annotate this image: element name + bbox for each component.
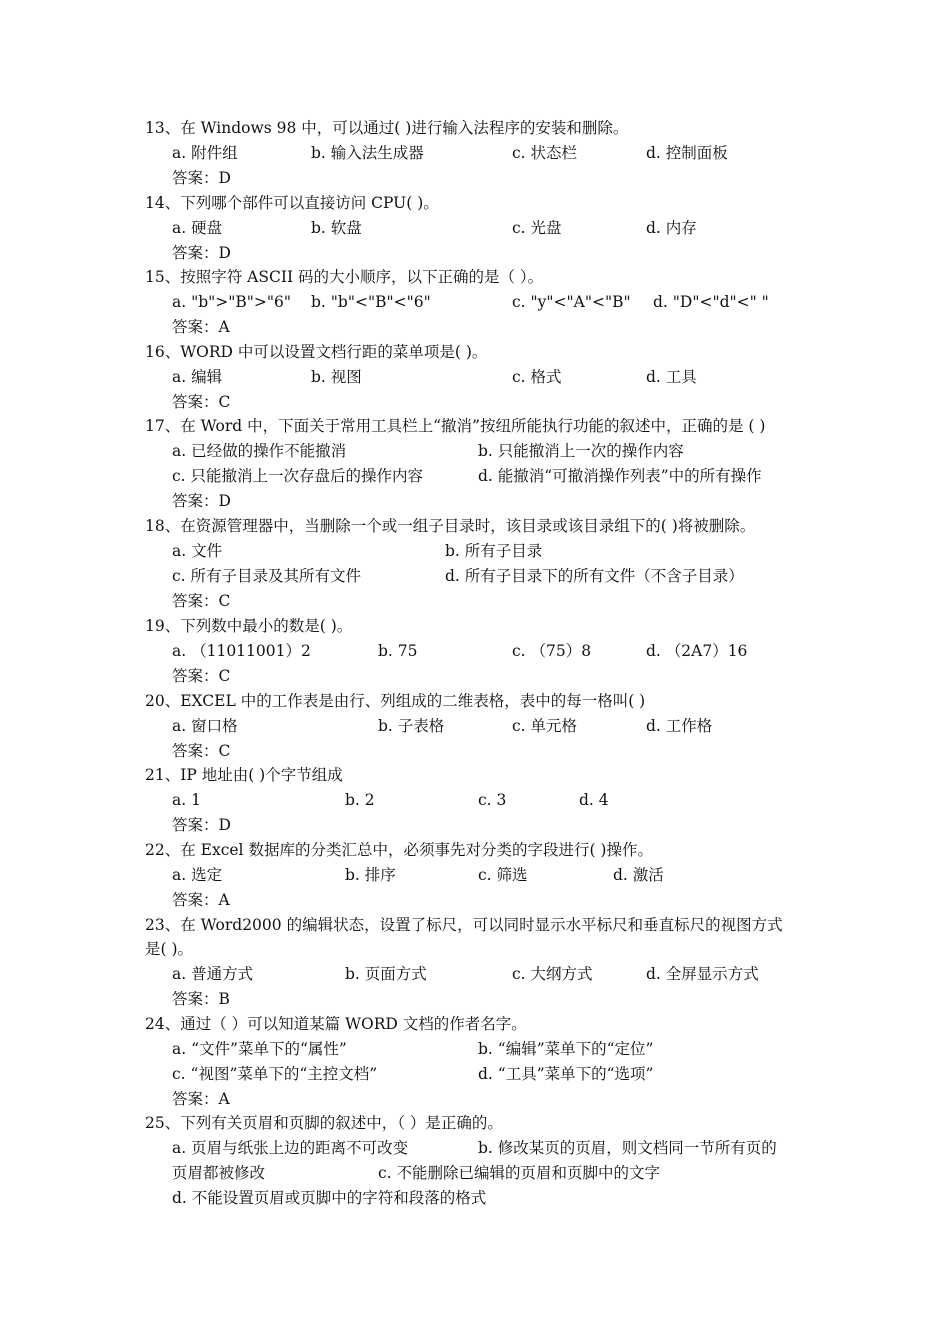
question-stem: 24、通过（ ）可以知道某篇 WORD 文档的作者名字。: [145, 1015, 527, 1033]
answer-line: [0, 242, 950, 264]
question-stem: 14、下列哪个部件可以直接访问 CPU( )。: [145, 194, 439, 212]
option-b: b. 视图: [311, 368, 362, 386]
option-d: d. 控制面板: [646, 144, 728, 162]
answer: 答案：C: [172, 592, 231, 610]
option-c: c. 不能删除已编辑的页眉和页脚中的文字: [378, 1164, 661, 1182]
option-c: c. “视图”菜单下的“主控文档”: [172, 1065, 378, 1083]
question-22: [0, 839, 950, 861]
option-d: d. 工具: [646, 368, 697, 386]
option-a: a. 选定: [172, 866, 223, 884]
question-25-options-row1: [0, 1137, 950, 1159]
option-b: b. 75: [378, 642, 418, 660]
option-b: b. 所有子目录: [445, 542, 543, 560]
question-stem: 25、下列有关页眉和页脚的叙述中，（ ）是正确的。: [145, 1114, 503, 1132]
question-18-options-row1: [0, 540, 950, 562]
question-stem-continued: 是( )。: [145, 940, 194, 958]
answer-line: [0, 490, 950, 512]
question-stem: 17、在 Word 中，下面关于常用工具栏上“撤消”按纽所能执行功能的叙述中，正确的是 ( ): [145, 417, 766, 435]
question-13: [0, 117, 950, 139]
answer: 答案：D: [172, 816, 231, 834]
option-a: a. 1: [172, 791, 201, 809]
question-stem: 21、IP 地址由( )个字节组成: [145, 766, 343, 784]
answer-line: [0, 740, 950, 762]
question-23-options: [0, 963, 950, 985]
answer: 答案：C: [172, 742, 231, 760]
question-19: [0, 615, 950, 637]
option-b-continued: 页眉都被修改: [172, 1164, 266, 1182]
question-24: [0, 1013, 950, 1035]
option-b: b. 子表格: [378, 717, 445, 735]
question-13-options: [0, 142, 950, 164]
question-23: [0, 914, 950, 936]
option-d: d. “工具”菜单下的“选项”: [478, 1065, 654, 1083]
question-stem: 23、在 Word2000 的编辑状态，设置了标尺，可以同时显示水平标尺和垂直标尺的视图方式: [145, 916, 783, 934]
question-14-options: [0, 217, 950, 239]
option-c: c. "y"<"A"<"B": [512, 293, 631, 311]
answer: 答案：D: [172, 244, 231, 262]
answer-line: [0, 1088, 950, 1110]
option-a: a. 编辑: [172, 368, 223, 386]
option-b: b. 软盘: [311, 219, 362, 237]
question-stem: 19、下列数中最小的数是( )。: [145, 617, 353, 635]
question-25-options-row2: [0, 1162, 950, 1184]
answer-line: [0, 814, 950, 836]
option-c: c. 光盘: [512, 219, 562, 237]
answer: 答案：D: [172, 169, 231, 187]
answer-line: [0, 167, 950, 189]
question-20-options: [0, 715, 950, 737]
option-c: c. （75）8: [512, 642, 592, 660]
option-b: b. 输入法生成器: [311, 144, 424, 162]
option-c: c. 大纲方式: [512, 965, 593, 983]
option-a: a. 已经做的操作不能撤消: [172, 442, 347, 460]
question-19-options: [0, 640, 950, 662]
question-22-options: [0, 864, 950, 886]
question-25-options-row3: [0, 1187, 950, 1209]
question-17-options-row2: [0, 465, 950, 487]
option-b: b. "b"<"B"<"6": [311, 293, 431, 311]
answer-line: [0, 988, 950, 1010]
option-a: a. 硬盘: [172, 219, 223, 237]
answer-line: [0, 316, 950, 338]
option-a: a. 页眉与纸张上边的距离不可改变: [172, 1139, 409, 1157]
answer-line: [0, 590, 950, 612]
question-stem: 16、WORD 中可以设置文档行距的菜单项是( )。: [145, 343, 488, 361]
question-stem: 15、按照字符 ASCII 码的大小顺序，以下正确的是（ ）。: [145, 268, 544, 286]
answer: 答案：D: [172, 492, 231, 510]
question-21: [0, 764, 950, 786]
question-17-options-row1: [0, 440, 950, 462]
question-20: [0, 690, 950, 712]
option-c: c. 筛选: [478, 866, 528, 884]
option-b: b. 2: [345, 791, 375, 809]
option-d: d. 工作格: [646, 717, 713, 735]
option-d: d. （2A7）16: [646, 642, 748, 660]
answer-line: [0, 665, 950, 687]
question-16: [0, 341, 950, 363]
option-b: b. “编辑”菜单下的“定位”: [478, 1040, 654, 1058]
question-16-options: [0, 366, 950, 388]
option-a: a. 窗口格: [172, 717, 238, 735]
option-d: d. 激活: [613, 866, 664, 884]
option-a: a. 普通方式: [172, 965, 254, 983]
question-25: [0, 1112, 950, 1134]
option-d: d. 所有子目录下的所有文件（不含子目录）: [445, 567, 744, 585]
option-a: a. 附件组: [172, 144, 238, 162]
option-c: c. 只能撤消上一次存盘后的操作内容: [172, 467, 424, 485]
answer: 答案：C: [172, 667, 231, 685]
option-c: c. 状态栏: [512, 144, 578, 162]
option-a: a. 文件: [172, 542, 223, 560]
option-d: d. 全屏显示方式: [646, 965, 759, 983]
question-21-options: [0, 789, 950, 811]
option-d: d. 内存: [646, 219, 697, 237]
question-15-options: [0, 291, 950, 313]
option-a: a. "b">"B">"6": [172, 293, 292, 311]
answer: 答案：A: [172, 1090, 230, 1108]
question-stem: 13、在 Windows 98 中，可以通过( )进行输入法程序的安装和删除。: [145, 119, 629, 137]
option-c: c. 所有子目录及其所有文件: [172, 567, 362, 585]
option-c: c. 3: [478, 791, 507, 809]
question-15: [0, 266, 950, 288]
answer: 答案：A: [172, 318, 230, 336]
answer-line: [0, 391, 950, 413]
option-d: d. "D"<"d"<" ": [653, 293, 769, 311]
option-a: a. （11011001）2: [172, 642, 311, 660]
answer-line: [0, 889, 950, 911]
option-d: d. 不能设置页眉或页脚中的字符和段落的格式: [172, 1189, 487, 1207]
option-c: c. 单元格: [512, 717, 578, 735]
option-b: b. 页面方式: [345, 965, 427, 983]
question-stem: 18、在资源管理器中，当删除一个或一组子目录时，该目录或该目录组下的( )将被删除。: [145, 517, 756, 535]
option-b: b. 修改某页的页眉，则文档同一节所有页的: [478, 1139, 777, 1157]
answer: 答案：A: [172, 891, 230, 909]
option-b: b. 排序: [345, 866, 396, 884]
answer: 答案：C: [172, 393, 231, 411]
option-d: d. 4: [579, 791, 609, 809]
question-18: [0, 515, 950, 537]
option-a: a. “文件”菜单下的“属性”: [172, 1040, 347, 1058]
question-24-options-row2: [0, 1063, 950, 1085]
question-23-stem-cont: [0, 938, 950, 960]
question-stem: 22、在 Excel 数据库的分类汇总中，必须事先对分类的字段进行( )操作。: [145, 841, 653, 859]
question-24-options-row1: [0, 1038, 950, 1060]
question-stem: 20、EXCEL 中的工作表是由行、列组成的二维表格，表中的每一格叫( ): [145, 692, 646, 710]
option-b: b. 只能撤消上一次的操作内容: [478, 442, 684, 460]
answer: 答案：B: [172, 990, 230, 1008]
question-18-options-row2: [0, 565, 950, 587]
question-14: [0, 192, 950, 214]
question-17: [0, 415, 950, 437]
option-d: d. 能撤消“可撤消操作列表”中的所有操作: [478, 467, 762, 485]
option-c: c. 格式: [512, 368, 562, 386]
